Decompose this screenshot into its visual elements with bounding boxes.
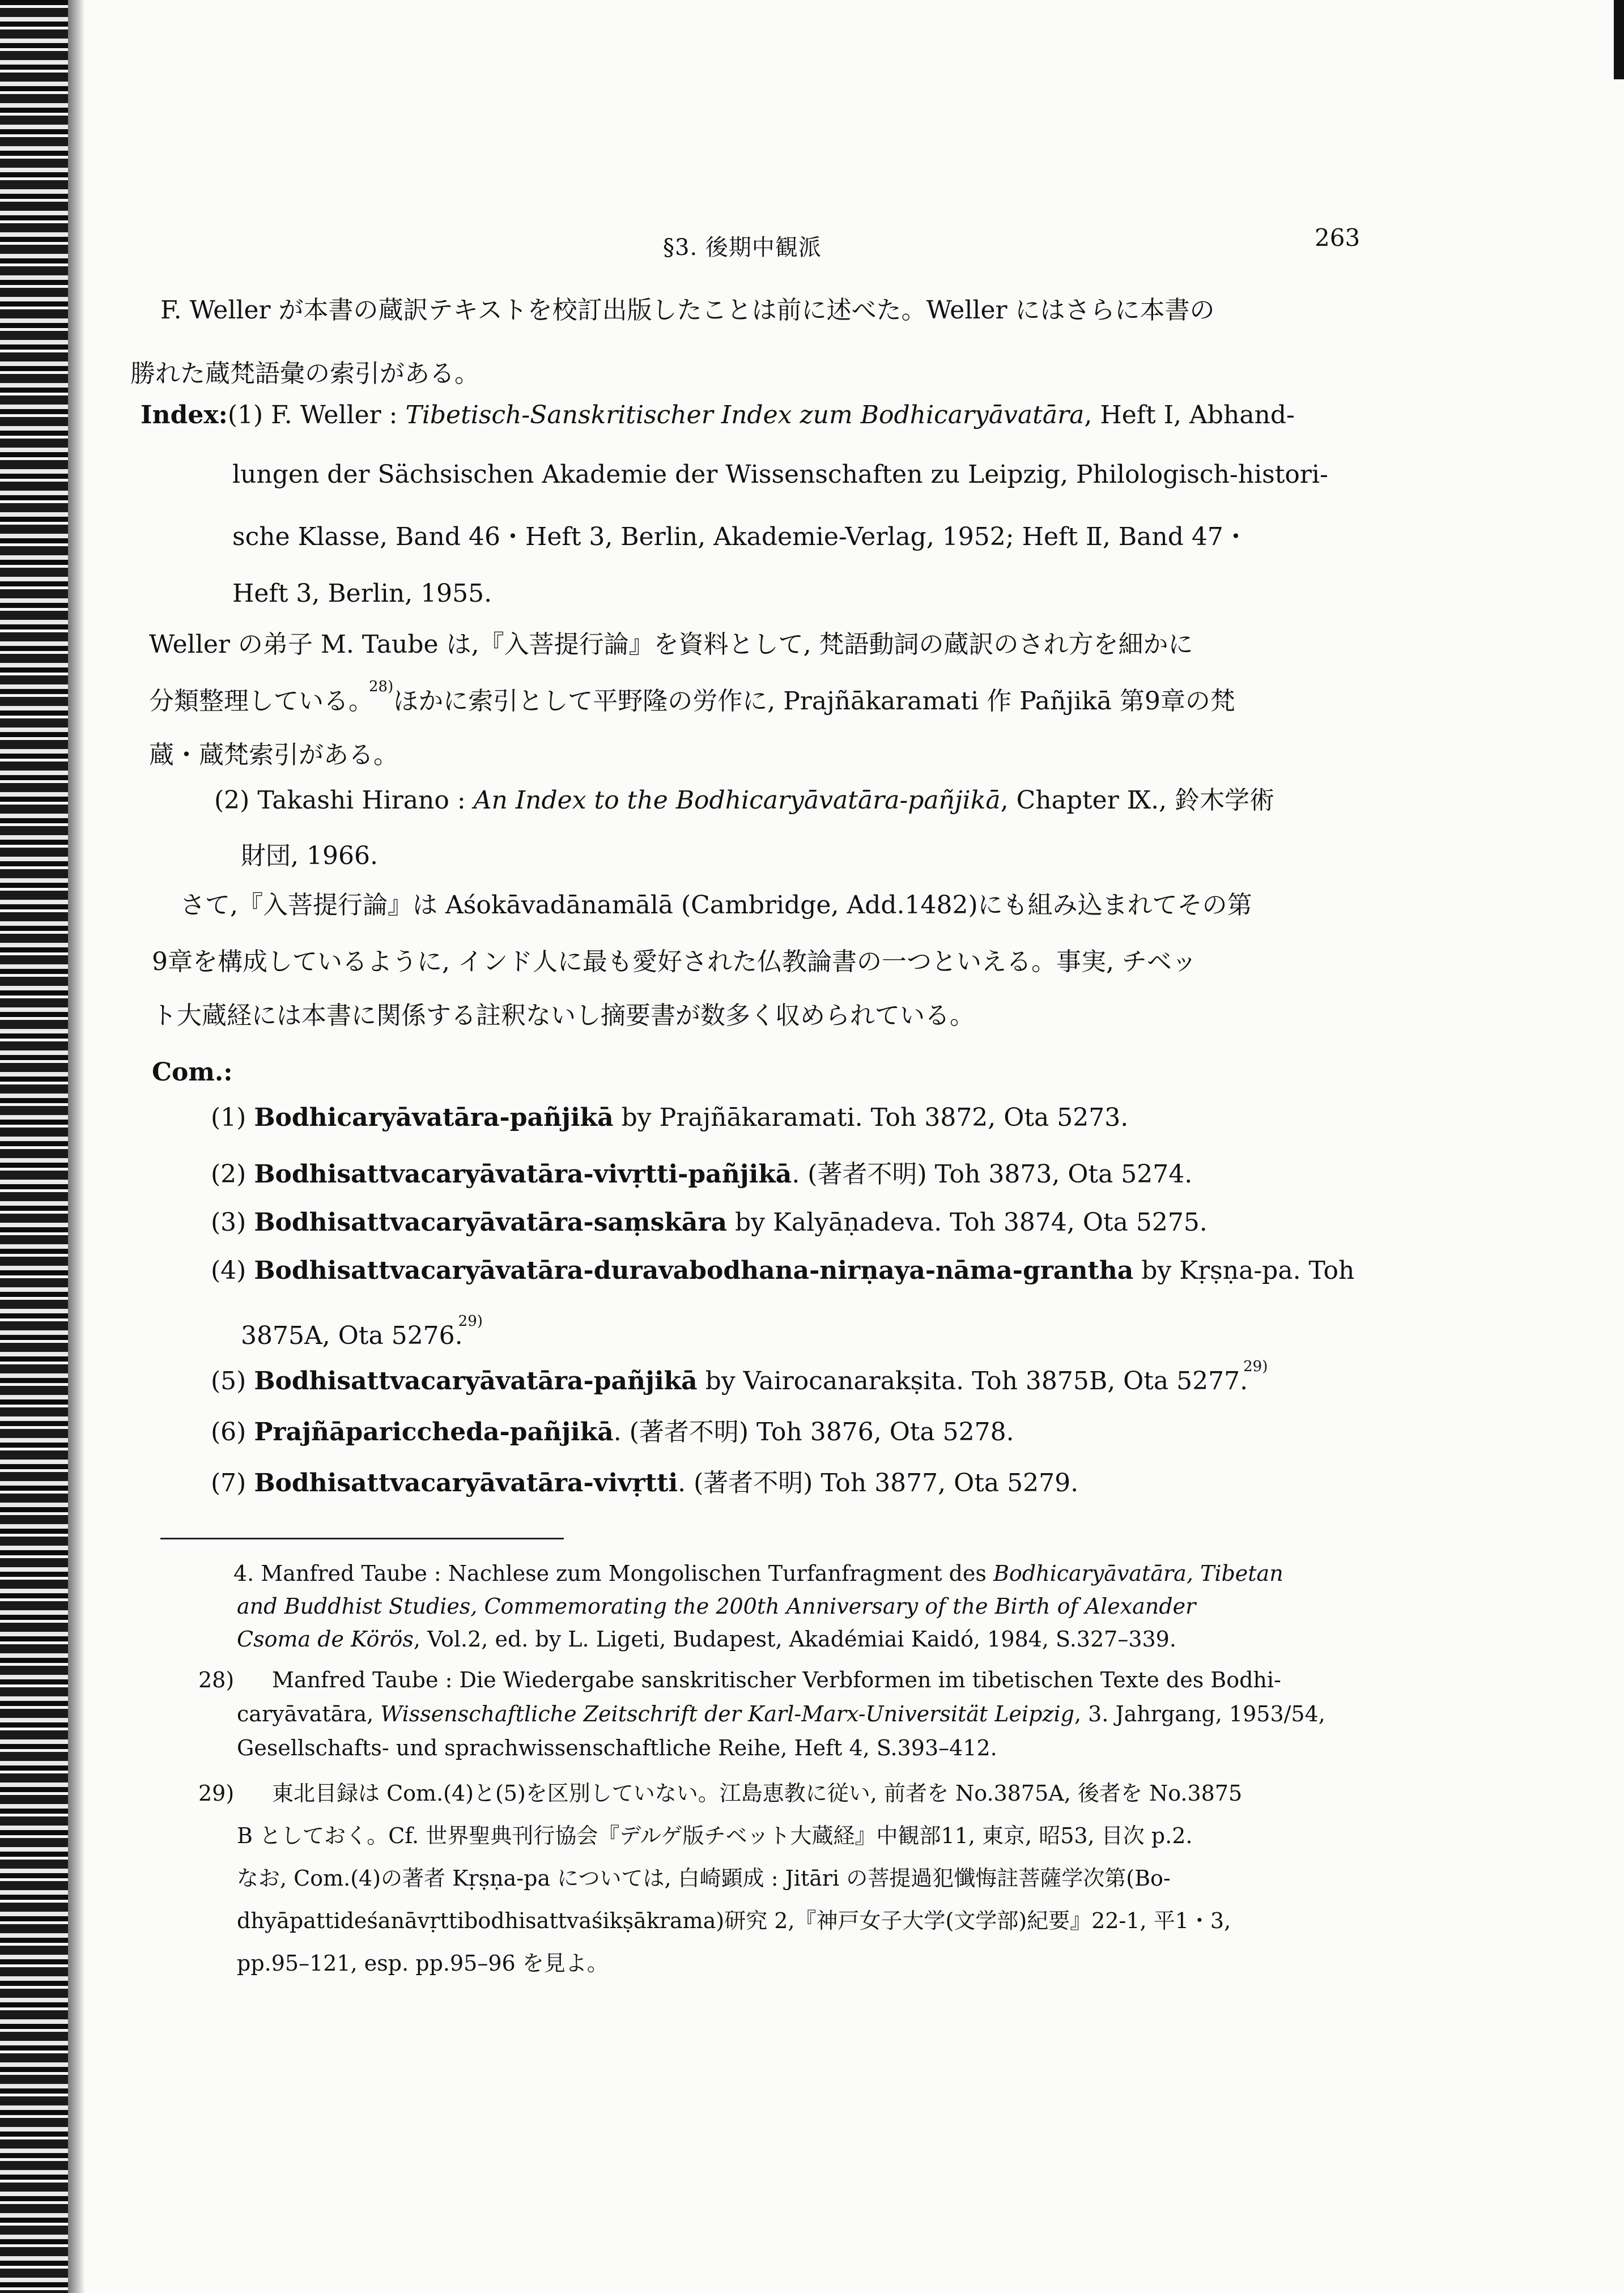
para3-line2: 9章を構成しているように, インド人に最も愛好された仏教論書の一つといえる。事実, チベッ — [152, 947, 1197, 976]
com-item-rest: . (著者不明) Toh 3873, Ota 5274. — [792, 1160, 1193, 1189]
footnote-4-line2: and Buddhist Studies, Commemorating the 200th Anniversary of the Birth of Alexander — [237, 1594, 1196, 1619]
com-item-num: (7) — [211, 1469, 246, 1498]
index2-author: Takashi Hirano : — [249, 786, 474, 815]
com-item-rest: by Kṛṣṇa-pa. Toh — [1133, 1256, 1355, 1285]
footnote-29-line1: 東北目録は Com.(4)と(5)を区別していない。江島恵教に従い, 前者を No.3875A, 後者を No.3875 — [272, 1781, 1243, 1806]
page-number: 263 — [1315, 224, 1361, 252]
running-header: §3. 後期中観派 — [663, 235, 822, 261]
com-item-num: (4) — [211, 1256, 246, 1285]
com-item-1 — [211, 1102, 1128, 1134]
footnote-28-line2 — [237, 1700, 1325, 1728]
com-item-title: Bodhisattvacaryāvatāra-saṃskāra — [254, 1208, 728, 1237]
footnote-29-num: 29) — [198, 1781, 235, 1806]
footnote-ref-29: 29) — [458, 1313, 483, 1330]
com-label: Com.: — [152, 1058, 233, 1087]
index-entry-2 — [214, 785, 1274, 816]
com-item-2 — [211, 1159, 1192, 1190]
fn4-l3b: , Vol.2, ed. by L. Ligeti, Budapest, Akadémiai Kaidó, 1984, S.327–339. — [413, 1627, 1176, 1652]
footnote-29-line2: B としておく。Cf. 世界聖典刊行協会『デルゲ版チベット大蔵経』中観部11, 東京, 昭53, 目次 p.2. — [237, 1823, 1193, 1848]
footnote-4-line3 — [237, 1625, 1176, 1653]
com-item-rest: by Vairocanarakṣita. Toh 3875B, Ota 5277. — [697, 1367, 1248, 1396]
index-label: Index: — [141, 401, 228, 429]
para3-line3: ト大蔵経には本書に関係する註釈ないし摘要書が数多く収められている。 — [152, 1001, 975, 1030]
index-item1-author: F. Weller : — [263, 401, 406, 429]
index2-rest: , Chapter Ⅸ., 鈴木学術 — [1000, 786, 1275, 815]
com-item-3 — [211, 1207, 1208, 1239]
fn4-l1a: 4. Manfred Taube : Nachlese zum Mongolischen Turfanfragment des — [233, 1561, 993, 1586]
fn28-l2b: Wissenschaftliche Zeitschrift der Karl-Marx-Universität Leipzig — [380, 1701, 1074, 1726]
com-item-rest: by Kalyāṇadeva. Toh 3874, Ota 5275. — [727, 1208, 1208, 1237]
para1-line2: 勝れた蔵梵語彙の索引がある。 — [130, 359, 479, 388]
footnote-28-line3: Gesellschafts- und sprachwissenschaftliche Reihe, Heft 4, S.393–412. — [237, 1735, 997, 1760]
com-item-title: Prajñāpariccheda-pañjikā — [254, 1418, 614, 1447]
index-item1-rest: , Heft Ⅰ, Abhand- — [1084, 401, 1295, 429]
index-item1-line3: sche Klasse, Band 46・Heft 3, Berlin, Akademie-Verlag, 1952; Heft Ⅱ, Band 47・ — [232, 522, 1248, 551]
com-item-6 — [211, 1416, 1014, 1448]
fn28-l2c: , 3. Jahrgang, 1953/54, — [1074, 1701, 1325, 1726]
para1-line1: F. Weller が本書の蔵訳テキストを校訂出版したことは前に述べた。Weller にはさらに本書の — [160, 296, 1215, 325]
com-item-rest: . (著者不明) Toh 3877, Ota 5279. — [678, 1469, 1079, 1498]
scan-binding-edge — [0, 0, 68, 2293]
para2-line2-a: 分類整理している。 — [149, 687, 373, 716]
footnote-29-line5: pp.95–121, esp. pp.95–96 を見よ。 — [237, 1951, 609, 1976]
com-item-4-cont — [241, 1313, 483, 1355]
com-item-title: Bodhicaryāvatāra-pañjikā — [254, 1103, 614, 1132]
com-item-title: Bodhisattvacaryāvatāra-vivṛtti — [254, 1469, 678, 1498]
com-item-num: (5) — [211, 1367, 246, 1396]
fn4-l3a: Csoma de Körös — [237, 1627, 414, 1652]
com-item-7 — [211, 1467, 1078, 1499]
index2-title: An Index to the Bodhicaryāvatāra-pañjikā — [473, 786, 1001, 815]
footnote-28-num: 28) — [198, 1667, 235, 1692]
index-item1-line2: lungen der Sächsischen Akademie der Wissenschaften zu Leipzig, Philologisch-histori- — [232, 460, 1328, 489]
footnote-29-line3: なお, Com.(4)の著者 Kṛṣṇa-pa については, 白崎顕成 : Jitāri の菩提過犯懺悔註菩薩学次第(Bo- — [237, 1866, 1171, 1891]
com-item-num: (3) — [211, 1208, 246, 1237]
footnote-4-line1 — [233, 1559, 1283, 1588]
com-item4-cont-text: 3875A, Ota 5276. — [241, 1321, 463, 1350]
index-item1-line4: Heft 3, Berlin, 1955. — [232, 579, 492, 608]
footnote-ref-29b: 29) — [1243, 1358, 1268, 1375]
index-item1-num: (1) — [227, 401, 263, 429]
para2-line2-b: ほかに索引として平野隆の労作に, Prajñākaramati 作 Pañjikā 第9章の梵 — [393, 687, 1235, 716]
para3-line1: さて,『入菩提行論』は Aśokāvadānamālā (Cambridge, Add.1482)にも組み込まれてその第 — [180, 891, 1252, 920]
index2-num: (2) — [214, 786, 250, 815]
index-entry-1 — [141, 399, 1295, 431]
com-item-num: (2) — [211, 1160, 246, 1189]
footnote-28-line1: Manfred Taube : Die Wiedergabe sanskritischer Verbformen im tibetischen Texte des Bodhi- — [272, 1667, 1281, 1692]
com-item-num: (6) — [211, 1418, 246, 1447]
index2-line2: 財団, 1966. — [241, 841, 378, 870]
com-item-title: Bodhisattvacaryāvatāra-duravabodhana-nirṇaya-nāma-grantha — [254, 1256, 1134, 1285]
com-item-4 — [211, 1255, 1354, 1287]
com-item-title: Bodhisattvacaryāvatāra-pañjikā — [254, 1367, 698, 1396]
scan-edge-shadow — [68, 0, 85, 2293]
com-item-rest: . (著者不明) Toh 3876, Ota 5278. — [613, 1418, 1014, 1447]
footnote-ref-28: 28) — [369, 678, 394, 695]
fn28-l2a: caryāvatāra, — [237, 1701, 381, 1726]
para2-line3: 蔵・蔵梵索引がある。 — [149, 741, 398, 769]
index-item1-title: Tibetisch-Sanskritischer Index zum Bodhicaryāvatāra — [405, 401, 1085, 429]
scan-corner-mark — [1614, 0, 1624, 79]
com-item-num: (1) — [211, 1103, 246, 1132]
com-item-5 — [211, 1358, 1268, 1401]
footnote-29-line4: dhyāpattideśanāvṛttibodhisattvaśikṣākrama)研究 2,『神戸女子大学(文学部)紀要』22-1, 平1・3, — [237, 1908, 1231, 1933]
com-item-rest: by Prajñākaramati. Toh 3872, Ota 5273. — [613, 1103, 1129, 1132]
footnote-rule — [160, 1538, 564, 1539]
fn4-l1b: Bodhicaryāvatāra, Tibetan — [993, 1561, 1283, 1586]
para2-line1: Weller の弟子 M. Taube は,『入菩提行論』を資料として, 梵語動詞の蔵訳のされ方を細かに — [149, 630, 1193, 659]
para2-line2 — [149, 678, 1235, 721]
com-item-title: Bodhisattvacaryāvatāra-vivṛtti-pañjikā — [254, 1160, 792, 1189]
